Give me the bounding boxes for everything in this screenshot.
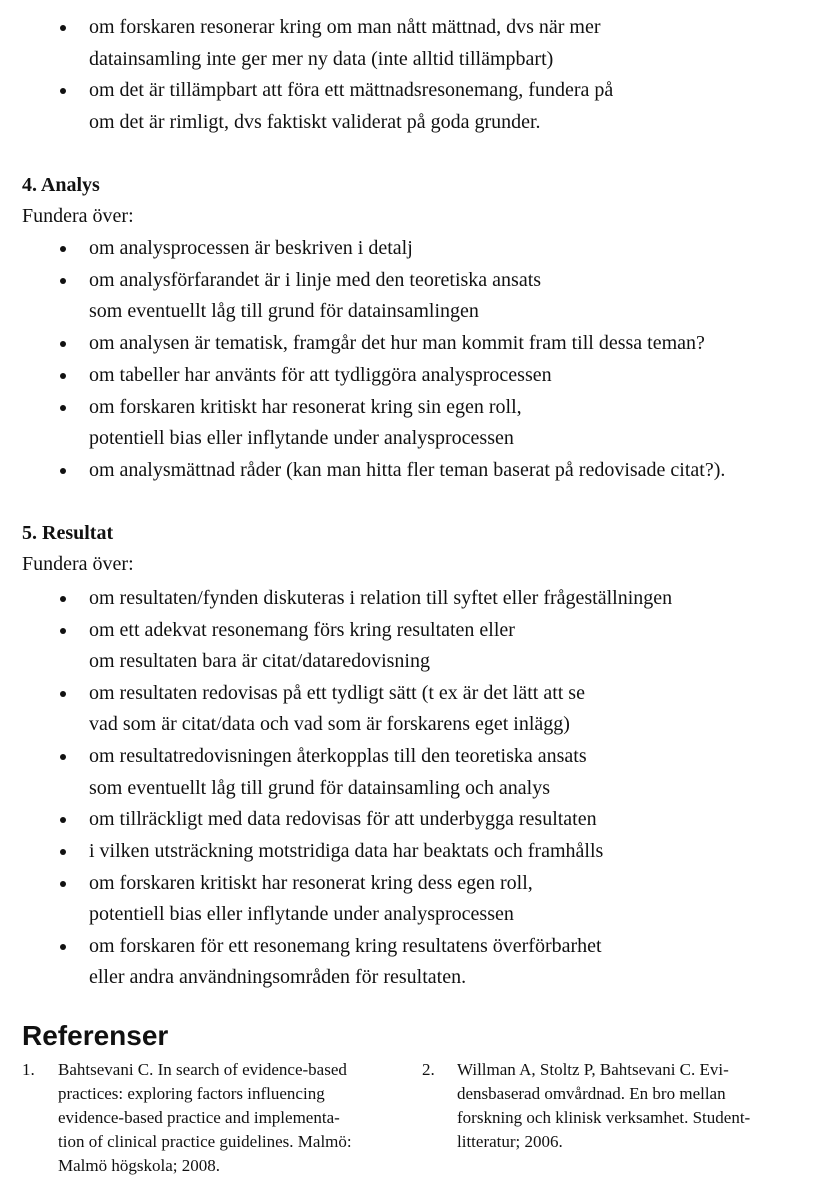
reference-line: evidence-based practice and implementa-	[58, 1108, 340, 1127]
reference-line: densbaserad omvårdnad. En bro mellan	[457, 1084, 726, 1103]
list-item-line: om analysförfarandet är i linje med den teoretiska ansats	[89, 269, 542, 291]
list-item-line: om analysprocessen är beskriven i detalj	[89, 237, 413, 259]
reference-line: tion of clinical practice guidelines. Malmö:	[58, 1132, 352, 1151]
section-prompt: Fundera över:	[22, 205, 134, 227]
list-item-line: eller andra användningsområden för resultaten.	[89, 966, 467, 988]
bullet-dot	[60, 754, 66, 760]
reference-number: 1.	[22, 1060, 35, 1079]
list-item-line: om forskaren kritiskt har resonerat kring dess egen roll,	[89, 872, 533, 894]
list-item-line: potentiell bias eller inflytande under analysprocessen	[89, 427, 514, 449]
list-item-line: om analysen är tematisk, framgår det hur man kommit fram till dessa teman?	[89, 332, 705, 354]
bullet-dot	[60, 628, 66, 634]
reference-line: Malmö högskola; 2008.	[58, 1156, 220, 1175]
section-heading: 4. Analys	[22, 174, 100, 196]
bullet-dot	[60, 691, 66, 697]
list-item-line: om forskaren kritiskt har resonerat kring sin egen roll,	[89, 396, 522, 418]
bullet-dot	[60, 849, 66, 855]
bullet-dot	[60, 468, 66, 474]
list-item-line: om resultaten redovisas på ett tydligt sätt (t ex är det lätt att se	[89, 682, 585, 704]
list-item-line: om det är tillämpbart att föra ett mättnadsresonemang, fundera på	[89, 79, 614, 101]
reference-line: Bahtsevani C. In search of evidence-based	[58, 1060, 347, 1079]
list-item-line: vad som är citat/data och vad som är forskarens eget inlägg)	[89, 713, 570, 735]
reference-number: 2.	[422, 1060, 435, 1079]
list-item-line: i vilken utsträckning motstridiga data har beaktats och framhålls	[89, 840, 604, 862]
list-item-line: som eventuellt låg till grund för datainsamling och analys	[89, 777, 551, 799]
list-item-line: som eventuellt låg till grund för datainsamlingen	[89, 300, 479, 322]
list-item-line: om ett adekvat resonemang förs kring resultaten eller	[89, 619, 515, 641]
bullet-dot	[60, 944, 66, 950]
reference-line: practices: exploring factors influencing	[58, 1084, 325, 1103]
list-item-line: om tabeller har använts för att tydliggöra analysprocessen	[89, 364, 552, 386]
list-item-line: om resultaten bara är citat/dataredovisning	[89, 650, 430, 672]
section-prompt: Fundera över:	[22, 553, 134, 575]
bullet-dot	[60, 405, 66, 411]
list-item-line: om resultaten/fynden diskuteras i relation till syftet eller frågeställningen	[89, 587, 673, 609]
bullet-dot	[60, 278, 66, 284]
list-item-line: om tillräckligt med data redovisas för att underbygga resultaten	[89, 808, 597, 830]
bullet-dot	[60, 341, 66, 347]
bullet-dot	[60, 246, 66, 252]
list-item-line: datainsamling inte ger mer ny data (inte alltid tillämpbart)	[89, 48, 554, 70]
reference-line: forskning och klinisk verksamhet. Student-	[457, 1108, 751, 1127]
bullet-dot	[60, 373, 66, 379]
list-item-line: om det är rimligt, dvs faktiskt validerat på goda grunder.	[89, 111, 541, 133]
list-item-line: om forskaren för ett resonemang kring resultatens överförbarhet	[89, 935, 602, 957]
list-item-line: om resultatredovisningen återkopplas till den teoretiska ansats	[89, 745, 587, 767]
list-item-line: om analysmättnad råder (kan man hitta fler teman baserat på redovisade citat?).	[89, 459, 726, 481]
list-item-line: om forskaren resonerar kring om man nått mättnad, dvs när mer	[89, 16, 601, 38]
references-heading: Referenser	[22, 1020, 169, 1051]
bullet-dot	[60, 596, 66, 602]
reference-line: Willman A, Stoltz P, Bahtsevani C. Evi-	[457, 1060, 729, 1079]
bullet-dot	[60, 817, 66, 823]
section-heading: 5. Resultat	[22, 522, 114, 544]
list-item-line: potentiell bias eller inflytande under analysprocessen	[89, 903, 514, 925]
bullet-dot	[60, 881, 66, 887]
reference-line: litteratur; 2006.	[457, 1132, 563, 1151]
bullet-dot	[60, 25, 66, 31]
bullet-dot	[60, 88, 66, 94]
